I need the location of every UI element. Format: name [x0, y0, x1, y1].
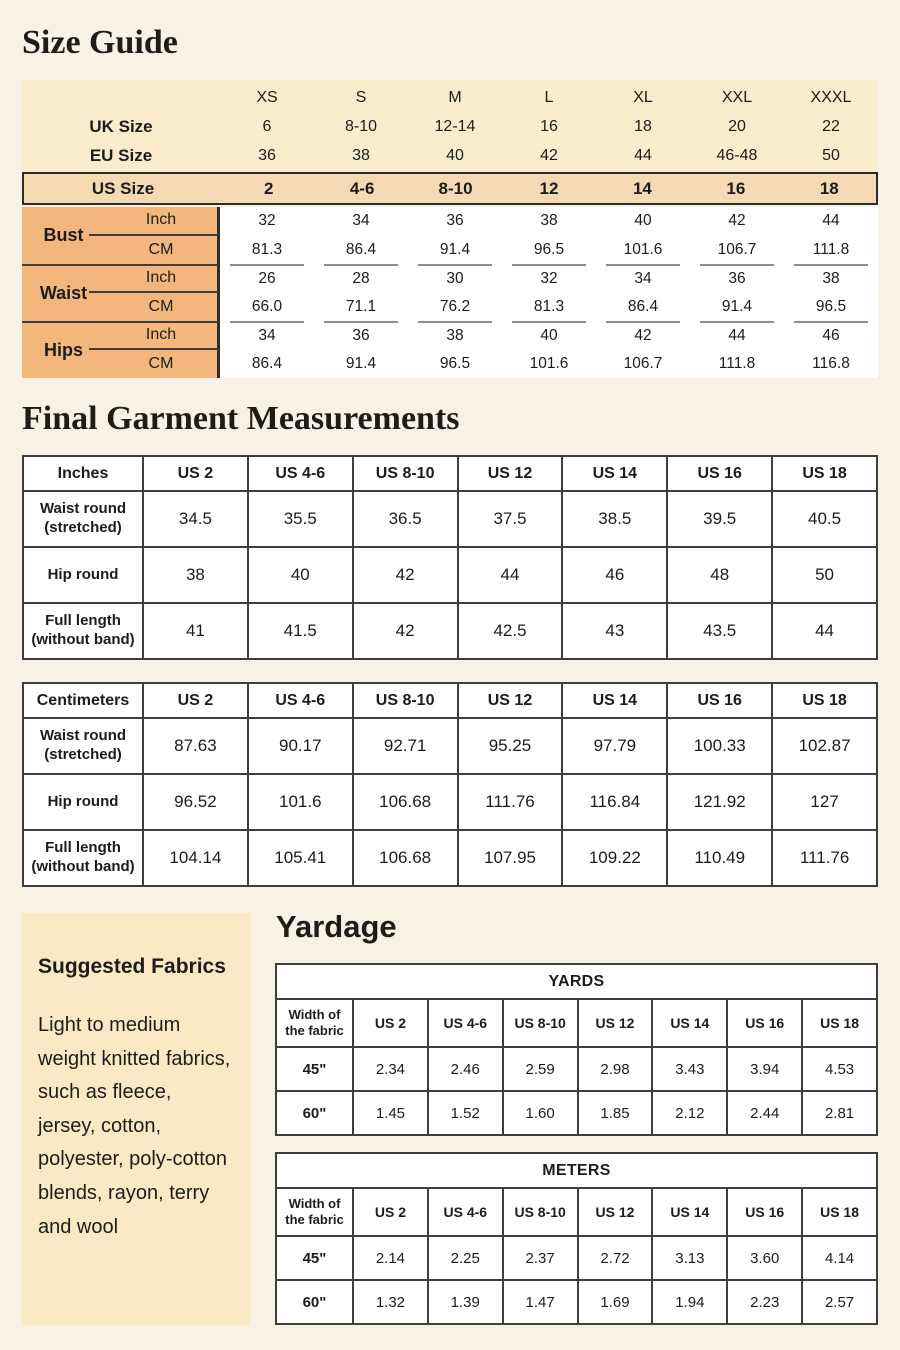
yardage-column — [275, 909, 878, 1326]
meters-60-value: 1.32 — [354, 1281, 427, 1323]
size-letter-header: S — [355, 88, 367, 106]
us-size-header: US 12 — [579, 1000, 652, 1046]
yards-60-value: 2.81 — [803, 1092, 876, 1134]
eu-size-value: 46-48 — [716, 146, 758, 164]
bust-cm-value: 91.4 — [439, 240, 471, 258]
full-length-value: 109.22 — [563, 831, 666, 885]
hips-inch-value: 44 — [700, 321, 774, 350]
waist-round-value: 39.5 — [668, 492, 771, 546]
us-size-header: US 14 — [563, 684, 666, 717]
hip-round-label: Hip round — [24, 775, 142, 829]
waist-inch-value: 38 — [794, 264, 868, 293]
us-size-row — [22, 172, 878, 205]
us-size-header: US 16 — [668, 457, 771, 490]
hip-round-value: 106.68 — [354, 775, 457, 829]
inch-unit-label: Inch — [105, 264, 220, 293]
full-length-value: 110.49 — [668, 831, 771, 885]
size-letters-row — [22, 83, 878, 112]
us-size-header: US 2 — [354, 1000, 427, 1046]
bust-cm-value: 96.5 — [533, 240, 565, 258]
bust-inch-value: 36 — [446, 212, 464, 230]
bust-inch-value: 44 — [822, 212, 840, 230]
bust-inch-value: 38 — [540, 212, 558, 230]
width-45-label: 45" — [277, 1237, 352, 1279]
uk-size-row — [22, 112, 878, 141]
hip-round-value: 50 — [773, 548, 876, 602]
yards-60-value: 1.60 — [504, 1092, 577, 1134]
us-size-value: 12 — [539, 178, 559, 198]
garment-measurements-title: Final Garment Measurements — [22, 400, 460, 437]
hips-cm-value: 101.6 — [529, 354, 569, 372]
hip-round-value: 48 — [668, 548, 771, 602]
full-length-value: 111.76 — [773, 831, 876, 885]
bust-cm-value: 111.8 — [812, 240, 850, 258]
eu-size-value: 50 — [822, 146, 840, 164]
garment-inches-table — [22, 455, 878, 660]
yards-60-value: 1.85 — [579, 1092, 652, 1134]
waist-inch-value: 30 — [418, 264, 492, 293]
bust-cm-value: 106.7 — [717, 240, 757, 258]
size-letter-header: XXL — [721, 88, 753, 106]
meters-60-value: 1.39 — [429, 1281, 502, 1323]
waist-inch-value: 26 — [230, 264, 304, 293]
waist-round-value: 87.63 — [144, 719, 247, 773]
yards-60-value: 1.52 — [429, 1092, 502, 1134]
yards-45-value: 3.94 — [728, 1048, 801, 1090]
centimeters-unit-header: Centimeters — [24, 684, 142, 717]
hips-inch-value: 36 — [324, 321, 398, 350]
full-length-value: 107.95 — [459, 831, 562, 885]
full-length-value: 41.5 — [249, 604, 352, 658]
meters-45-value: 2.25 — [429, 1237, 502, 1279]
eu-size-value: 42 — [540, 146, 558, 164]
hips-group — [22, 321, 878, 378]
meters-45-value: 3.60 — [728, 1237, 801, 1279]
waist-inch-value: 28 — [324, 264, 398, 293]
hip-round-value: 46 — [563, 548, 666, 602]
us-size-header: US 8-10 — [354, 457, 457, 490]
uk-size-value: 16 — [540, 117, 558, 135]
meters-45-value: 2.14 — [354, 1237, 427, 1279]
full-length-label: Full length (without band) — [24, 604, 142, 658]
cm-unit-label: CM — [105, 236, 220, 265]
fabric-width-label: Width of the fabric — [277, 1000, 352, 1046]
meters-45-value: 2.72 — [579, 1237, 652, 1279]
hips-inch-value: 46 — [794, 321, 868, 350]
yardage-section — [22, 909, 878, 1326]
body-size-table — [22, 80, 878, 378]
us-size-header: US 18 — [773, 684, 876, 717]
waist-round-value: 35.5 — [249, 492, 352, 546]
waist-round-value: 90.17 — [249, 719, 352, 773]
uk-size-value: 22 — [822, 117, 840, 135]
us-size-value: 16 — [726, 178, 746, 198]
yards-45-value: 4.53 — [803, 1048, 876, 1090]
meters-60-value: 2.57 — [803, 1281, 876, 1323]
us-size-header: US 12 — [579, 1189, 652, 1235]
us-size-header: US 2 — [144, 457, 247, 490]
hips-inch-value: 38 — [418, 321, 492, 350]
waist-round-value: 102.87 — [773, 719, 876, 773]
suggested-fabrics-panel — [22, 913, 250, 1326]
hips-inch-value: 40 — [512, 321, 586, 350]
bust-cm-value: 81.3 — [251, 240, 283, 258]
uk-size-value: 6 — [262, 117, 272, 135]
us-size-header: US 16 — [728, 1000, 801, 1046]
yards-45-value: 2.46 — [429, 1048, 502, 1090]
hip-round-value: 121.92 — [668, 775, 771, 829]
us-size-header: US 4-6 — [429, 1189, 502, 1235]
yards-60-value: 1.45 — [354, 1092, 427, 1134]
inch-unit-label: Inch — [105, 207, 220, 236]
width-60-label: 60" — [277, 1092, 352, 1134]
waist-round-value: 92.71 — [354, 719, 457, 773]
meters-45-value: 2.37 — [504, 1237, 577, 1279]
waist-round-value: 36.5 — [354, 492, 457, 546]
yardage-title: Yardage — [276, 909, 397, 944]
yards-45-value: 2.34 — [354, 1048, 427, 1090]
us-size-value: 18 — [819, 178, 839, 198]
hip-round-value: 116.84 — [563, 775, 666, 829]
waist-label: Waist — [22, 264, 105, 321]
garment-centimeters-table — [22, 682, 878, 887]
hips-inch-value: 34 — [230, 321, 304, 350]
waist-group — [22, 264, 878, 321]
hip-round-value: 96.52 — [144, 775, 247, 829]
full-length-value: 43 — [563, 604, 666, 658]
us-size-header: US 4-6 — [249, 684, 352, 717]
waist-inch-value: 34 — [606, 264, 680, 293]
eu-size-value: 38 — [352, 146, 370, 164]
full-length-value: 42.5 — [459, 604, 562, 658]
size-letter-header: XS — [256, 88, 278, 106]
hips-cm-value: 91.4 — [345, 354, 377, 372]
bust-inch-value: 40 — [634, 212, 652, 230]
full-length-value: 105.41 — [249, 831, 352, 885]
fabric-width-label: Width of the fabric — [277, 1189, 352, 1235]
us-size-header: US 16 — [728, 1189, 801, 1235]
uk-size-value: 12-14 — [434, 117, 476, 135]
waist-cm-value: 66.0 — [251, 297, 283, 315]
us-size-label: US Size — [91, 178, 155, 198]
full-length-value: 44 — [773, 604, 876, 658]
meters-60-value: 2.23 — [728, 1281, 801, 1323]
us-size-header: US 8-10 — [354, 684, 457, 717]
yards-60-value: 2.12 — [653, 1092, 726, 1134]
full-length-value: 106.68 — [354, 831, 457, 885]
eu-size-label: EU Size — [89, 145, 153, 165]
hip-round-value: 38 — [144, 548, 247, 602]
us-size-value: 14 — [632, 178, 652, 198]
meters-45-value: 4.14 — [803, 1237, 876, 1279]
suggested-fabrics-text: Light to medium weight knitted fabrics, such as fleece, jersey, cotton, polyester, poly-cotton blends, rayon, terry and wool — [38, 1014, 231, 1238]
full-length-value: 43.5 — [668, 604, 771, 658]
hip-round-value: 127 — [773, 775, 876, 829]
waist-cm-value: 96.5 — [815, 297, 847, 315]
cm-unit-label: CM — [105, 350, 220, 379]
meters-45-value: 3.13 — [653, 1237, 726, 1279]
measurement-body — [22, 207, 878, 378]
us-size-header: US 2 — [144, 684, 247, 717]
us-size-value: 2 — [263, 178, 274, 198]
uk-size-value: 8-10 — [344, 117, 378, 135]
us-size-header: US 16 — [668, 684, 771, 717]
page-title: Size Guide — [22, 24, 178, 61]
us-size-header: US 18 — [803, 1189, 876, 1235]
hips-inch-value: 42 — [606, 321, 680, 350]
eu-size-value: 36 — [258, 146, 276, 164]
bust-inch-value: 42 — [728, 212, 746, 230]
us-size-header: US 14 — [653, 1189, 726, 1235]
suggested-fabrics-title: Suggested Fabrics — [38, 955, 226, 978]
size-letter-header: XXXL — [810, 88, 852, 106]
us-size-header: US 4-6 — [249, 457, 352, 490]
meters-60-value: 1.47 — [504, 1281, 577, 1323]
yards-60-value: 2.44 — [728, 1092, 801, 1134]
cm-unit-label: CM — [105, 293, 220, 322]
width-60-label: 60" — [277, 1281, 352, 1323]
us-size-header: US 8-10 — [504, 1000, 577, 1046]
us-size-header: US 12 — [459, 684, 562, 717]
waist-inch-value: 36 — [700, 264, 774, 293]
waist-cm-value: 71.1 — [345, 297, 377, 315]
full-length-value: 41 — [144, 604, 247, 658]
full-length-value: 42 — [354, 604, 457, 658]
waist-round-label: Waist round (stretched) — [24, 719, 142, 773]
full-length-value: 104.14 — [144, 831, 247, 885]
hip-round-value: 101.6 — [249, 775, 352, 829]
yards-45-value: 2.98 — [579, 1048, 652, 1090]
waist-cm-value: 76.2 — [439, 297, 471, 315]
us-size-value: 4-6 — [349, 178, 375, 198]
meters-table — [275, 1152, 878, 1325]
us-size-header: US 2 — [354, 1189, 427, 1235]
size-letter-header: XL — [633, 88, 653, 106]
hips-cm-value: 111.8 — [718, 354, 756, 372]
waist-cm-value: 86.4 — [627, 297, 659, 315]
bust-label: Bust — [22, 207, 105, 264]
yards-45-value: 3.43 — [653, 1048, 726, 1090]
us-size-header: US 18 — [803, 1000, 876, 1046]
uk-size-label: UK Size — [89, 116, 153, 136]
meters-table-title: METERS — [277, 1154, 876, 1187]
us-size-value: 8-10 — [438, 178, 473, 198]
uk-size-value: 20 — [728, 117, 746, 135]
size-letter-header: L — [544, 88, 554, 106]
bust-inch-value: 32 — [258, 212, 276, 230]
waist-round-value: 38.5 — [563, 492, 666, 546]
waist-round-value: 40.5 — [773, 492, 876, 546]
bust-cm-value: 101.6 — [623, 240, 663, 258]
hips-cm-value: 86.4 — [251, 354, 283, 372]
inches-unit-header: Inches — [24, 457, 142, 490]
size-letter-header: M — [448, 88, 462, 106]
waist-round-value: 37.5 — [459, 492, 562, 546]
us-size-header: US 14 — [563, 457, 666, 490]
us-size-header: US 18 — [773, 457, 876, 490]
hips-cm-value: 96.5 — [439, 354, 471, 372]
waist-round-value: 34.5 — [144, 492, 247, 546]
uk-size-value: 18 — [634, 117, 652, 135]
us-size-header: US 4-6 — [429, 1000, 502, 1046]
yards-table-title: YARDS — [277, 965, 876, 998]
waist-round-value: 100.33 — [668, 719, 771, 773]
hip-round-value: 42 — [354, 548, 457, 602]
us-size-header: US 8-10 — [504, 1189, 577, 1235]
hips-cm-value: 106.7 — [623, 354, 663, 372]
full-length-label: Full length (without band) — [24, 831, 142, 885]
us-size-header: US 12 — [459, 457, 562, 490]
bust-group — [22, 207, 878, 264]
waist-cm-value: 81.3 — [533, 297, 565, 315]
hips-label: Hips — [22, 321, 105, 378]
yards-table — [275, 963, 878, 1136]
waist-round-value: 97.79 — [563, 719, 666, 773]
waist-round-value: 95.25 — [459, 719, 562, 773]
yards-45-value: 2.59 — [504, 1048, 577, 1090]
bust-cm-value: 86.4 — [345, 240, 377, 258]
eu-size-row — [22, 141, 878, 170]
hip-round-value: 111.76 — [459, 775, 562, 829]
hip-round-value: 40 — [249, 548, 352, 602]
width-45-label: 45" — [277, 1048, 352, 1090]
waist-round-label: Waist round (stretched) — [24, 492, 142, 546]
inch-unit-label: Inch — [105, 321, 220, 350]
bust-inch-value: 34 — [352, 212, 370, 230]
eu-size-value: 40 — [446, 146, 464, 164]
meters-60-value: 1.69 — [579, 1281, 652, 1323]
size-table-header-block — [22, 80, 878, 172]
hip-round-label: Hip round — [24, 548, 142, 602]
hip-round-value: 44 — [459, 548, 562, 602]
us-size-header: US 14 — [653, 1000, 726, 1046]
eu-size-value: 44 — [634, 146, 652, 164]
waist-inch-value: 32 — [512, 264, 586, 293]
meters-60-value: 1.94 — [653, 1281, 726, 1323]
hips-cm-value: 116.8 — [812, 354, 850, 372]
waist-cm-value: 91.4 — [721, 297, 753, 315]
